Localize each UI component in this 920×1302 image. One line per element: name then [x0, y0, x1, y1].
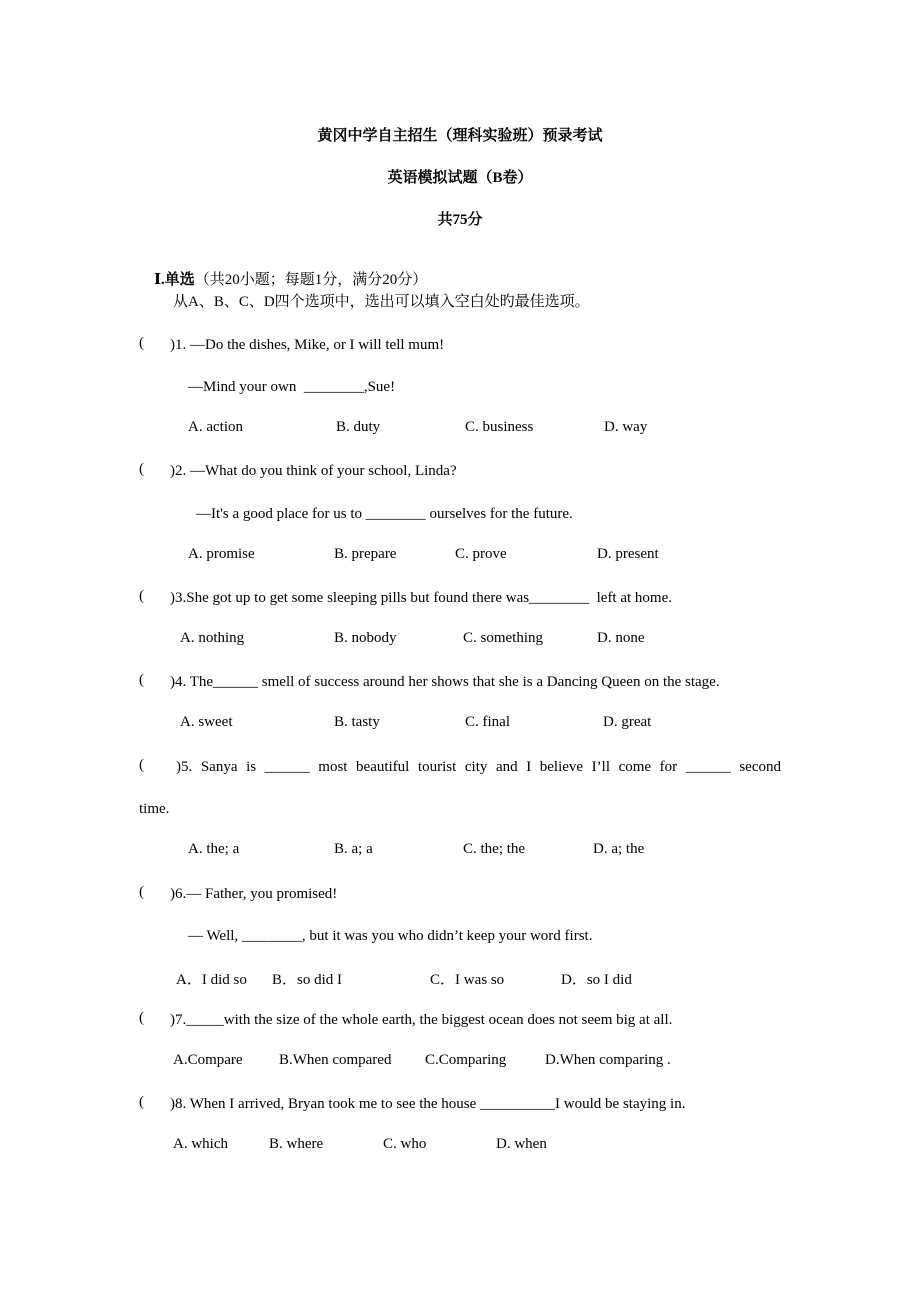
option: B. nobody	[334, 630, 397, 646]
section-heading-label: Ⅰ.单选	[154, 272, 195, 288]
option: C. the; the	[463, 841, 526, 857]
question-5-line2: time.	[139, 801, 170, 817]
question-6-options	[0, 968, 920, 988]
question-6-stem: )6.— Father, you promised!	[170, 886, 338, 902]
option: A. sweet	[180, 714, 233, 730]
exam-title: 黄冈中学自主招生（理科实验班）预录考试	[317, 128, 603, 144]
option: C.Comparing	[425, 1052, 507, 1068]
option: D. present	[597, 546, 659, 562]
option: C. who	[383, 1136, 427, 1152]
question-7-stem: )7._____with the size of the whole earth, the biggest ocean does not seem big at all.	[170, 1012, 673, 1028]
option: C．I was so	[430, 972, 505, 988]
question-2-options	[0, 546, 920, 566]
section-heading-info: （共20小题；每题1分，满分20分）	[194, 272, 428, 288]
question-8-stem: )8. When I arrived, Bryan took me to see the house __________I would be staying in.	[170, 1096, 686, 1112]
question-2-line2: —It's a good place for us to ________ ourselves for the future.	[196, 506, 573, 522]
option: D. none	[597, 630, 645, 646]
option: B. duty	[336, 419, 381, 435]
question-5-stem: )5. Sanya is ______ most beautiful tourist city and I believe I’ll come for ______ second	[176, 759, 781, 775]
question-1-stem: )1. —Do the dishes, Mike, or I will tell mum!	[170, 337, 445, 353]
answer-paren: (	[139, 335, 171, 351]
answer-paren: (	[139, 461, 171, 477]
option: A. which	[173, 1136, 228, 1152]
option: C. final	[465, 714, 510, 730]
option: B. a; a	[334, 841, 373, 857]
question-1-options	[0, 419, 920, 439]
question-7-options	[0, 1052, 920, 1072]
option: A. nothing	[180, 630, 245, 646]
answer-paren: (	[139, 1010, 171, 1026]
option: D. a; the	[593, 841, 645, 857]
option: A. promise	[188, 546, 255, 562]
option: D. when	[496, 1136, 547, 1152]
answer-paren: (	[139, 672, 171, 688]
question-4-options	[0, 714, 920, 734]
option: B.When compared	[279, 1052, 392, 1068]
option: D．so I did	[561, 972, 632, 988]
option: B. where	[269, 1136, 324, 1152]
question-2-stem: )2. —What do you think of your school, Linda?	[170, 463, 457, 479]
option: D. way	[604, 419, 648, 435]
option: A.Compare	[173, 1052, 243, 1068]
question-3-stem: )3.She got up to get some sleeping pills but found there was________ left at home.	[170, 590, 673, 606]
exam-score-total: 共75分	[437, 212, 483, 228]
option: C. prove	[455, 546, 507, 562]
question-3-options	[0, 630, 920, 650]
option: D.When comparing .	[545, 1052, 671, 1068]
answer-paren: (	[139, 884, 171, 900]
answer-paren: (	[139, 757, 171, 773]
option: B．so did I	[272, 972, 343, 988]
question-1-line2: —Mind your own ________,Sue!	[188, 379, 396, 395]
option: B. tasty	[334, 714, 380, 730]
option: D. great	[603, 714, 652, 730]
question-4-stem: )4. The______ smell of success around her shows that she is a Dancing Queen on the stage.	[170, 674, 720, 690]
option: B. prepare	[334, 546, 397, 562]
answer-paren: (	[139, 588, 171, 604]
option: C. business	[465, 419, 534, 435]
question-5-options	[0, 841, 920, 861]
question-8-options	[0, 1136, 920, 1156]
exam-subtitle: 英语模拟试题（B卷）	[387, 170, 533, 186]
question-6-line2: — Well, ________, but it was you who didn’t keep your word first.	[188, 928, 593, 944]
answer-paren: (	[139, 1094, 171, 1110]
option: A. the; a	[188, 841, 240, 857]
option: A．I did so	[176, 972, 247, 988]
option: C. something	[463, 630, 544, 646]
option: A. action	[188, 419, 243, 435]
section-instruction: 从A、B、C、D四个选项中，选出可以填入空白处旳最佳选项。	[173, 294, 590, 310]
